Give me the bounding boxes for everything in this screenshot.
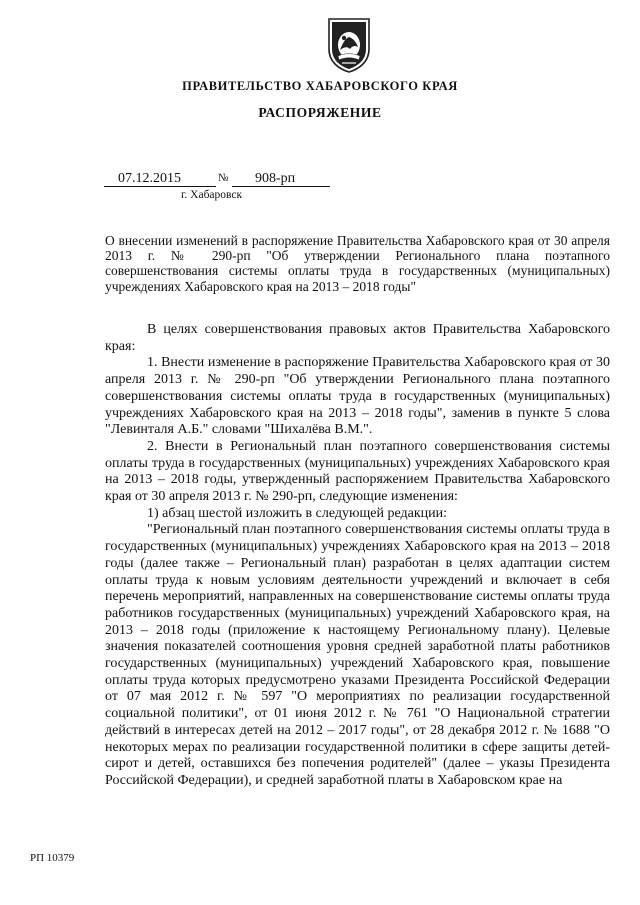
document-subject: О внесении изменений в распоряжение Правительства Хабаровского края от 30 апреля 2013 г. № 290-рп "Об утверждении Регионального плана поэтапного совершенствования системы оплаты труда в государственных (муниципальных) учреждениях Хабаровского края на 2013 – 2018 годы" xyxy=(105,233,610,294)
document-number: 908-рп xyxy=(255,171,296,186)
document-city: г. Хабаровск xyxy=(181,189,243,201)
document-date: 07.12.2015 xyxy=(118,171,181,186)
number-sign: № xyxy=(218,172,229,184)
body-paragraph: 2. Внести в Региональный план поэтапного совершенствования системы оплаты труда в государственных (муниципальных) учреждениях Хабаровского края на 2013 – 2018 годы, утвержденный распоряжением Правительства Хабаровского края от 30 апреля 2013 г. № 290-рп, следующие изменения: xyxy=(105,438,610,505)
government-heading: ПРАВИТЕЛЬСТВО ХАБАРОВСКОГО КРАЯ xyxy=(182,79,458,93)
coat-of-arms-emblem xyxy=(326,16,372,74)
body-paragraph: 1. Внести изменение в распоряжение Правительства Хабаровского края от 30 апреля 2013 г. № 290-рп "Об утверждении Регионального плана поэтапного совершенствования системы оплаты труда в государственных (муниципальных) учреждениях Хабаровского края на 2013 – 2018 годы", заменив в пункте 5 слова "Левинталя А.Б." словами "Шихалёва В.М.". xyxy=(105,355,610,438)
body-paragraph: В целях совершенствования правовых актов Правительства Хабаровского края: xyxy=(105,322,610,354)
date-underline xyxy=(104,186,216,187)
document-body xyxy=(105,322,610,790)
document-type-heading: РАСПОРЯЖЕНИЕ xyxy=(258,105,382,120)
body-paragraph: "Региональный план поэтапного совершенствования системы оплаты труда в государственных (муниципальных) учреждениях Хабаровского края на 2013 – 2018 годы (далее также – Региональный план) разработан в целях адаптации систем оплаты труда к новым условиям деятельности учреждений и включает в себя перечень мероприятий, направленных на совершенствование системы оплаты труда работников государственных (муниципальных) учреждений Хабаровского края, на 2013 – 2018 годы (приложение к настоящему Региональному плану). Целевые значения показателей соотношения уровня средней заработной платы работников государственных (муниципальных) учреждений Хабаровского края, повышение оплаты труда которых предусмотрено указами Президента Российской Федерации от 07 мая 2012 г. № 597 "О мероприятиях по реализации государственной социальной политики", от 01 июня 2012 г. № 761 "О Национальной стратегии действий в интересах детей на 2012 – 2017 годы", от 28 декабря 2012 г. № 1688 "О некоторых мерах по реализации государственной политики в сфере защиты детей-сирот и детей, оставшихся без попечения родителей" (далее – указы Президента Российской Федерации), и средней заработной платы в Хабаровском крае на xyxy=(105,522,610,788)
number-underline xyxy=(232,186,330,187)
footer-code: РП 10379 xyxy=(30,852,75,864)
body-paragraph: 1) абзац шестой изложить в следующей редакции: xyxy=(147,505,447,521)
